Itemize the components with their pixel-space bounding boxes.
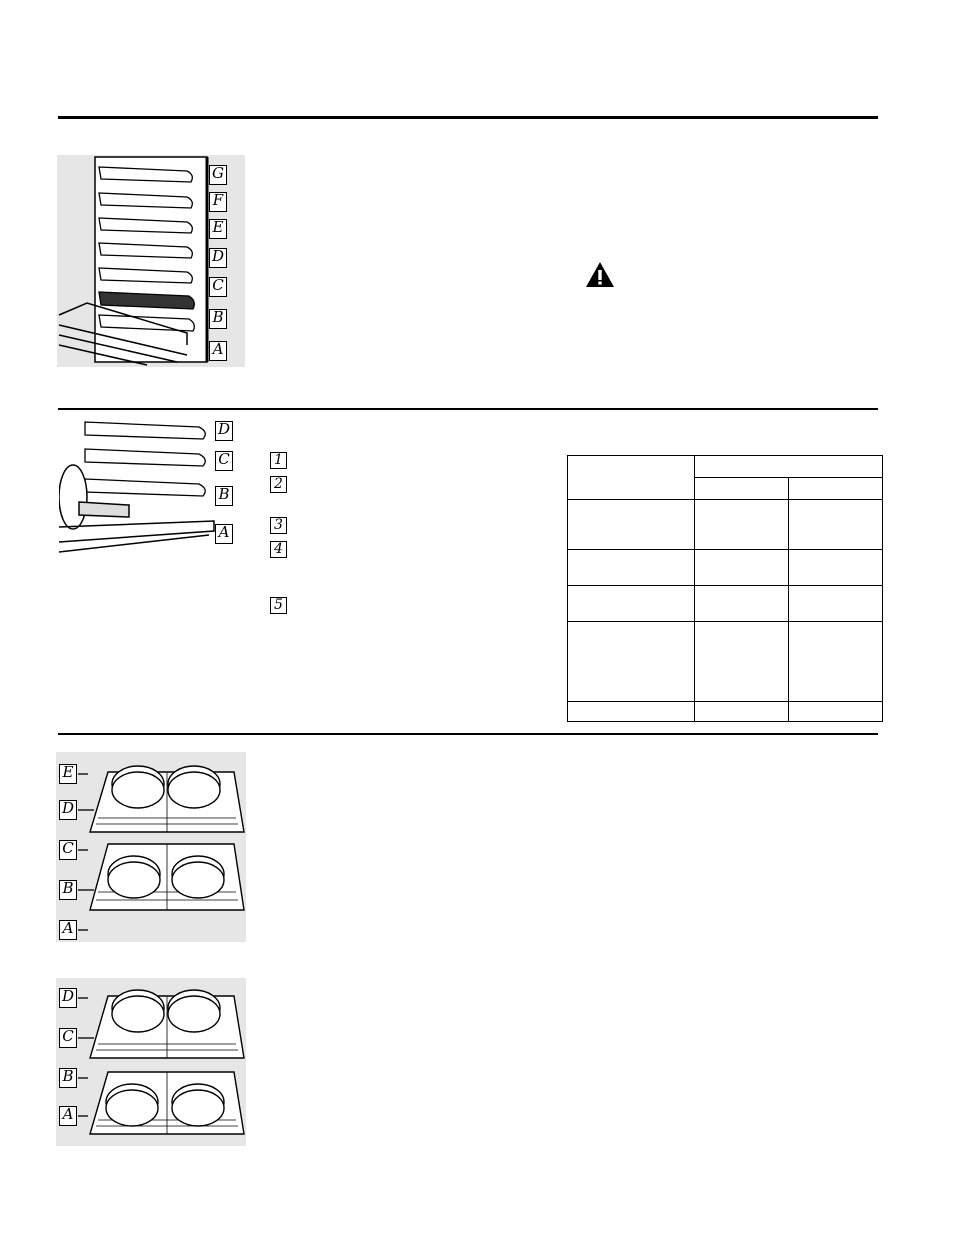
table-row <box>568 586 883 622</box>
cake2-rack-label-a: A <box>59 1106 77 1126</box>
step-marker-2: 2 <box>270 476 287 493</box>
rack-label-f: F <box>209 192 227 212</box>
rack-label-d: D <box>209 248 227 268</box>
cake-rack-label-c: C <box>59 840 77 860</box>
broiling-guide-table <box>567 455 883 722</box>
table-header-food <box>568 456 695 500</box>
cake-rack-label-b: B <box>59 880 77 900</box>
broil-pan-figure <box>59 417 247 564</box>
table-row <box>568 500 883 550</box>
broil-label-c: C <box>215 451 233 471</box>
oven-rack-positions-figure <box>57 155 245 367</box>
rack-label-b: B <box>209 309 227 329</box>
section-rule-broil <box>58 408 878 410</box>
cake2-rack-label-b: B <box>59 1068 77 1088</box>
cake-rack-label-d: D <box>59 800 77 820</box>
table-subheader-left <box>695 478 789 500</box>
header-rule <box>58 116 878 119</box>
cake-layers-four-rack-figure <box>56 978 246 1146</box>
step-marker-1: 1 <box>270 452 287 469</box>
cake-racks-illustration-2 <box>56 978 246 1146</box>
step-marker-4: 4 <box>270 541 287 558</box>
table-subheader-right <box>789 478 883 500</box>
step-marker-5: 5 <box>270 597 287 614</box>
cake2-rack-label-d: D <box>59 988 77 1008</box>
cake-rack-label-a: A <box>59 920 77 940</box>
rack-label-c: C <box>209 277 227 297</box>
step-marker-3: 3 <box>270 517 287 534</box>
section-rule-cakes <box>58 733 878 735</box>
rack-label-a: A <box>209 341 227 361</box>
broil-label-a: A <box>215 524 233 544</box>
cake2-rack-label-c: C <box>59 1028 77 1048</box>
cake-racks-illustration-1 <box>56 752 246 942</box>
broil-label-b: B <box>215 486 233 506</box>
rack-label-e: E <box>209 219 227 239</box>
table-row <box>568 702 883 722</box>
table-header-group <box>695 456 883 478</box>
broil-label-d: D <box>215 421 233 441</box>
warning-triangle-icon <box>585 261 615 293</box>
cake-layers-five-rack-figure <box>56 752 246 942</box>
rack-label-g: G <box>209 165 227 185</box>
table-row <box>568 550 883 586</box>
cake-rack-label-e: E <box>59 764 77 784</box>
table-row <box>568 622 883 702</box>
